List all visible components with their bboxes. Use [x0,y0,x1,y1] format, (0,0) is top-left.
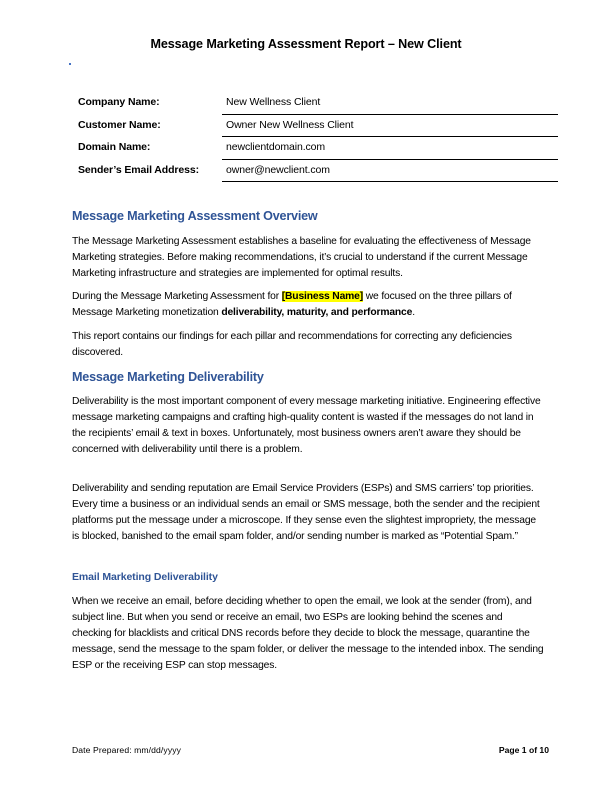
date-prepared: Date Prepared: mm/dd/yyyy [72,745,182,755]
deliverability-paragraph-1: Deliverability is the most important component of every message marketing initiative. Engineering effective message marketing campaigns and crafting high-quality content is wasted if the messages do not land in the recipients’ email & text in boxes. Unfortunately, most business owners aren’t aware they should be concerned with deliverability until there is a problem. [72,396,541,455]
anchor-marker [69,63,71,65]
pillars-emphasis: deliverability, maturity, and performance [221,307,413,318]
overview-p2-text: During the Message Marketing Assessment for [72,291,282,302]
domain-name-value: newclientdomain.com [226,141,326,154]
business-name-placeholder: [Business Name] [281,291,364,302]
section-heading-deliverability: Message Marketing Deliverability [72,370,264,384]
overview-paragraph-2 [72,289,544,321]
overview-p2-text: . [412,307,415,318]
sender-email-label: Sender’s Email Address: [78,163,200,176]
customer-name-label: Customer Name: [78,118,161,131]
divider [222,181,558,182]
overview-p2-text: we focused on the three pillars of Message Marketing monetization [72,291,512,318]
sender-email-value: owner@newclient.com [226,163,330,176]
customer-name-value: Owner New Wellness Client [226,118,354,131]
document-title: Message Marketing Assessment Report – New Client [150,37,462,51]
company-name-value: New Wellness Client [226,96,321,108]
client-info-table [78,92,558,182]
domain-name-label: Domain Name: [78,141,151,154]
subsection-heading-email-deliverability: Email Marketing Deliverability [72,571,218,583]
email-deliverability-paragraph: When we receive an email, before deciding whether to open the email, we look at the sender (from), and subject line. But when you send or receive an email, two ESPs are looking behind the scenes and checking for blacklists and critical DNS records before they decide to block the message, quarantine the message, send the message to the spam folder, or deliver the message to the intended inbox. The sending ESP or the receiving ESP can stop messages. [72,596,544,671]
info-row-domain [78,137,558,160]
deliverability-paragraph-2: Deliverability and sending reputation are Email Service Providers (ESPs) and SMS carriers’ top priorities. Every time a business or an individual sends an email or SMS message, both the sender and the recipient platforms put the message under a microscope. If they sense even the slightest impropriety, the message is blocked, banished to the email spam folder, and/or sending number is marked as “Potential Spam.” [72,483,540,542]
page-number: Page 1 of 10 [498,745,549,755]
section-heading-overview: Message Marketing Assessment Overview [72,209,318,223]
company-name-label: Company Name: [78,96,160,108]
overview-paragraph-1: The Message Marketing Assessment establishes a baseline for evaluating the effectiveness of Message Marketing strategies. Before making recommendations, it’s crucial to understand if the current Message Marketing infrastructure and strategies are implemented for optimal results. [72,236,531,279]
info-row-sender-email [78,160,558,183]
overview-paragraph-3: This report contains our findings for each pillar and recommendations for correcting any deficiencies discovered. [72,331,512,358]
info-row-customer [78,115,558,138]
info-row-company [78,92,558,115]
